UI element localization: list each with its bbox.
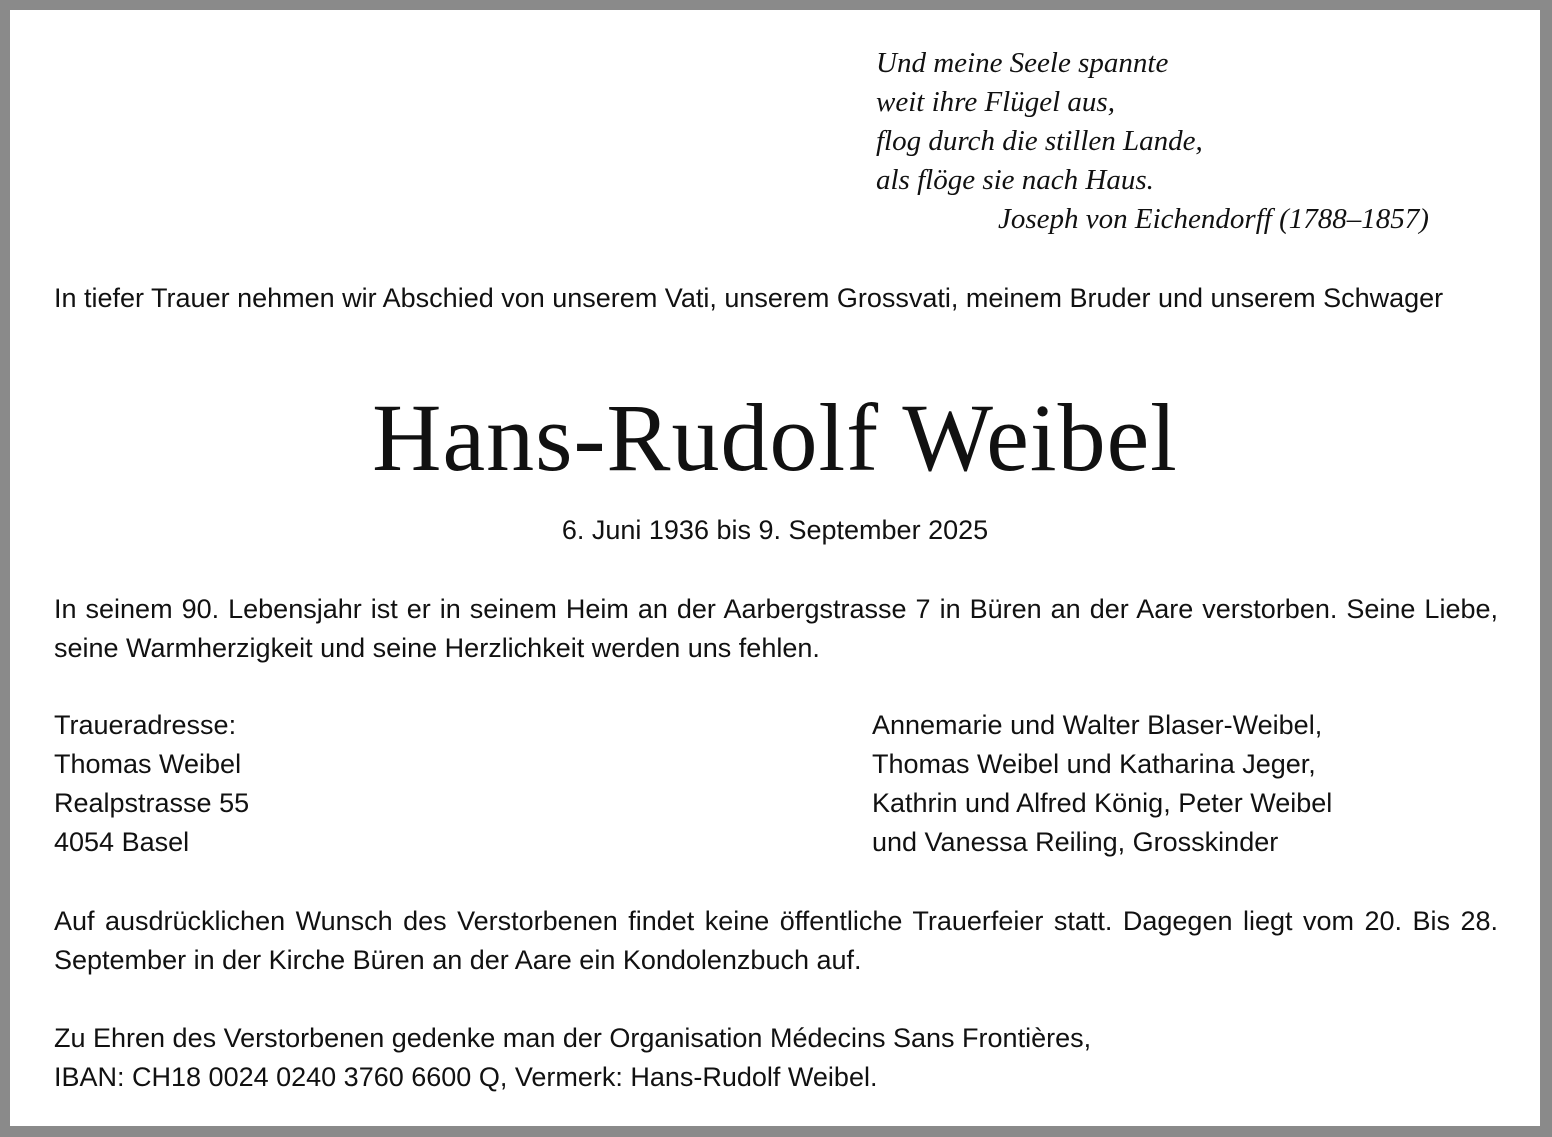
poem-line: als flöge sie nach Haus. [876,164,1154,196]
poem-line: Und meine Seele spannte [876,47,1169,79]
donation-notice [54,1019,1091,1097]
poem-line: weit ihre Flügel aus, [876,86,1115,118]
family-members [872,706,1332,862]
donation-line: Zu Ehren des Verstorbenen gedenke man der Organisation Médecins Sans Frontières, [54,1023,1092,1053]
family-line: Thomas Weibel und Katharina Jeger, [872,749,1316,779]
death-notice: In seinem 90. Lebensjahr ist er in seinem Heim an der Aarbergstrasse 7 in Büren an der Aare verstorben. Seine Liebe, seine Warmherzigkeit und seine Herzlichkeit werden uns fehlen. [54,594,1498,663]
poem-line: flog durch die stillen Lande, [876,125,1203,157]
family-line: Annemarie und Walter Blaser-Weibel, [872,710,1323,740]
address-street: Realpstrasse 55 [54,788,250,818]
poem-quote [876,44,1476,239]
family-line: Kathrin und Alfred König, Peter Weibel [872,788,1333,818]
address-name: Thomas Weibel [54,749,242,779]
intro-text: In tiefer Trauer nehmen wir Abschied von unserem Vati, unserem Grossvati, meinem Bruder und unserem Schwager [54,283,1444,313]
life-dates: 6. Juni 1936 bis 9. September 2025 [561,515,989,545]
obituary-page [10,10,1540,1126]
address-city: 4054 Basel [54,827,190,857]
family-line: und Vanessa Reiling, Grosskinder [872,827,1279,857]
donation-iban-line: IBAN: CH18 0024 0240 3760 6600 Q, Vermerk: Hans-Rudolf Weibel. [54,1062,878,1092]
address-label: Traueradresse: [54,710,237,740]
ceremony-notice: Auf ausdrücklichen Wunsch des Verstorbenen findet keine öffentliche Trauerfeier statt. Dagegen liegt vom 20. Bis 28. September in der Kirche Büren an der Aare ein Kondolenzbuch auf. [54,906,1498,975]
poem-author: Joseph von Eichendorff (1788–1857) [998,203,1429,235]
deceased-name: Hans-Rudolf Weibel [372,384,1178,491]
mourning-address [54,706,249,862]
